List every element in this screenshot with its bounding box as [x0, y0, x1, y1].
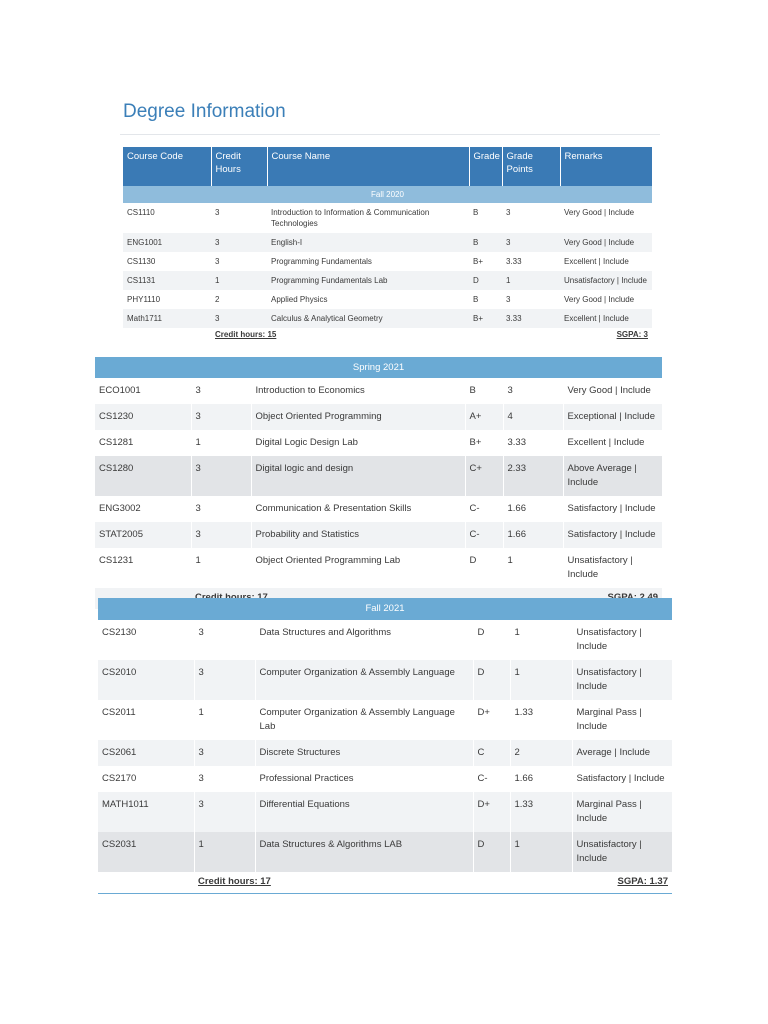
remarks-cell: Unsatisfactory | Include [560, 271, 652, 290]
table-header-row [123, 147, 652, 186]
course-code-cell: CS2031 [98, 832, 194, 872]
course-name-cell: Introduction to Information & Communication Technologies [271, 208, 430, 228]
course-code-cell: CS2010 [98, 660, 194, 700]
grade-cell: C- [473, 766, 510, 792]
course-code-cell: ENG3002 [95, 496, 191, 522]
remarks-cell: Marginal Pass | Include [572, 792, 672, 832]
course-name-cell: Introduction to Economics [251, 378, 465, 404]
grade-cell: B [469, 233, 502, 252]
remarks-cell: Unsatisfactory | Include [572, 832, 672, 872]
semester-table-spring-2021 [95, 357, 662, 609]
header-course-code: Course Code [123, 147, 211, 186]
credit-hours-cell: 3 [194, 620, 255, 660]
semester-heading-row [95, 357, 662, 378]
semester-heading: Spring 2021 [95, 357, 662, 378]
credit-hours-cell: 1 [191, 548, 251, 588]
course-code-cell: CS2170 [98, 766, 194, 792]
credit-hours-cell: 3 [194, 766, 255, 792]
remarks-cell: Excellent | Include [567, 437, 645, 448]
grade-cell: B [473, 208, 479, 217]
course-code-cell: STAT2005 [95, 522, 191, 548]
course-row [98, 792, 672, 832]
credit-hours-cell: 1 [194, 832, 255, 872]
sgpa-value: SGPA: 3 [616, 330, 648, 339]
course-code-cell: CS1130 [127, 257, 156, 266]
remarks-cell: Marginal Pass | Include [576, 707, 642, 732]
grade-cell: C- [465, 496, 503, 522]
course-code-cell: MATH1011 [98, 792, 194, 832]
course-row [98, 620, 672, 660]
course-name-cell: Professional Practices [255, 766, 473, 792]
course-row [95, 430, 662, 456]
grade-points-cell: 1.66 [503, 522, 563, 548]
remarks-cell: Exceptional | Include [563, 404, 662, 430]
credit-hours-cell: 3 [194, 740, 255, 766]
course-code-cell: CS1230 [95, 404, 191, 430]
semester-heading: Fall 2021 [98, 598, 672, 620]
grade-cell: A+ [465, 404, 503, 430]
grade-points-cell: 1.66 [503, 496, 563, 522]
course-code-cell: Math1711 [123, 309, 211, 328]
credit-hours-cell: 3 [191, 404, 251, 430]
grade-cell: B+ [469, 309, 502, 328]
course-name-cell: Digital Logic Design Lab [251, 430, 465, 456]
credit-hours-cell: 3 [211, 309, 267, 328]
credit-hours-cell: 3 [215, 208, 220, 217]
semester-summary-row [123, 328, 652, 341]
grade-points-cell: 1 [503, 548, 563, 588]
grade-points-cell: 1 [510, 660, 572, 700]
credit-hours-cell: 1 [191, 430, 251, 456]
course-name-cell: Communication & Presentation Skills [251, 496, 465, 522]
remarks-cell: Unsatisfactory | Include [576, 627, 642, 652]
course-code-cell: PHY1110 [127, 295, 161, 304]
grade-cell: B+ [465, 430, 503, 456]
course-code-cell: ENG1001 [123, 233, 211, 252]
course-row [123, 309, 652, 328]
remarks-cell: Excellent | Include [560, 309, 652, 328]
course-code-cell: CS1131 [123, 271, 211, 290]
credit-hours-total: Credit hours: 17 [194, 872, 473, 894]
semester-heading: Fall 2020 [123, 186, 652, 203]
grade-cell: C+ [465, 456, 503, 496]
semester-table-fall-2021 [98, 598, 672, 894]
course-row [95, 496, 662, 522]
course-row [123, 252, 652, 271]
grade-cell: D+ [473, 700, 510, 740]
course-code-cell: CS1110 [127, 208, 155, 217]
course-name-cell: Object Oriented Programming [251, 404, 465, 430]
course-name-cell: Calculus & Analytical Geometry [267, 309, 469, 328]
course-name-cell: Digital logic and design [251, 456, 465, 496]
grade-points-cell: 1 [510, 832, 572, 872]
course-name-cell: Programming Fundamentals [271, 257, 372, 266]
course-name-cell: Programming Fundamentals Lab [267, 271, 469, 290]
credit-hours-cell: 3 [191, 496, 251, 522]
page-title: Degree Information [123, 101, 286, 122]
grade-points-cell: 3.33 [506, 257, 522, 266]
grade-cell: B [473, 295, 479, 304]
grade-points-cell: 3.33 [503, 430, 563, 456]
credit-hours-total: Credit hours: 15 [215, 330, 277, 339]
grade-cell: C- [465, 522, 503, 548]
credit-hours-cell: 3 [215, 257, 220, 266]
course-row [98, 740, 672, 766]
course-row [95, 456, 662, 496]
course-name-cell: Computer Organization & Assembly Language Lab [255, 700, 473, 740]
grade-cell: D+ [473, 792, 510, 832]
course-row [98, 766, 672, 792]
remarks-cell: Unsatisfactory | Include [567, 555, 633, 580]
course-row [123, 290, 652, 309]
remarks-cell: Average | Include [572, 740, 672, 766]
grade-points-cell: 2.33 [503, 456, 563, 496]
course-row [123, 203, 652, 233]
semester-summary-row [98, 872, 672, 894]
remarks-cell: Unsatisfactory | Include [572, 660, 672, 700]
remarks-cell: Satisfactory | Include [576, 773, 665, 784]
remarks-cell: Very Good | Include [564, 295, 635, 304]
course-name-cell: Applied Physics [271, 295, 328, 304]
course-row [95, 404, 662, 430]
course-name-cell: Discrete Structures [255, 740, 473, 766]
course-code-cell: CS2130 [98, 620, 194, 660]
course-code-cell: ECO1001 [95, 378, 191, 404]
credit-hours-cell: 2 [215, 295, 220, 304]
grade-cell: D [473, 832, 510, 872]
course-row [95, 522, 662, 548]
credit-hours-cell: 3 [211, 233, 267, 252]
grade-points-cell: 1 [502, 271, 560, 290]
grade-cell: B+ [473, 257, 484, 266]
course-row [98, 660, 672, 700]
grade-points-cell: 3 [506, 208, 511, 217]
grade-points-cell: 1.33 [510, 700, 572, 740]
grade-points-cell: 3 [506, 295, 511, 304]
course-row [123, 271, 652, 290]
course-name-cell: Object Oriented Programming Lab [251, 548, 465, 588]
grade-points-cell: 3 [503, 378, 563, 404]
course-code-cell: CS1281 [95, 430, 191, 456]
remarks-cell: Very Good | Include [564, 208, 635, 217]
course-row [98, 700, 672, 740]
grade-points-cell: 4 [503, 404, 563, 430]
credit-hours-cell: 1 [194, 700, 255, 740]
semester-table-fall-2020 [123, 147, 652, 341]
grade-cell: D [473, 620, 510, 660]
remarks-cell: Very Good | Include [567, 385, 651, 396]
semester-heading-row [123, 186, 652, 203]
title-divider [120, 134, 660, 135]
grade-points-cell: 2 [510, 740, 572, 766]
credit-hours-cell: 3 [191, 456, 251, 496]
header-grade: Grade [469, 147, 502, 186]
course-row [123, 233, 652, 252]
semester-heading-row [98, 598, 672, 620]
grade-points-cell: 1.33 [510, 792, 572, 832]
grade-cell: C [473, 740, 510, 766]
grade-cell: D [469, 271, 502, 290]
remarks-cell: Satisfactory | Include [567, 503, 656, 514]
course-name-cell: Computer Organization & Assembly Language [255, 660, 473, 700]
grade-cell: B [465, 378, 503, 404]
remarks-cell: Very Good | Include [560, 233, 652, 252]
course-name-cell: English-I [267, 233, 469, 252]
header-course-name: Course Name [267, 147, 469, 186]
header-grade-points: Grade Points [502, 147, 560, 186]
remarks-cell: Satisfactory | Include [563, 522, 662, 548]
credit-hours-cell: 1 [211, 271, 267, 290]
grade-cell: D [465, 548, 503, 588]
header-credit-hours: Credit Hours [211, 147, 267, 186]
course-row [95, 548, 662, 588]
course-code-cell: CS1280 [95, 456, 191, 496]
course-row [98, 832, 672, 872]
credit-hours-cell: 3 [194, 660, 255, 700]
credit-hours-cell: 3 [191, 378, 251, 404]
course-name-cell: Data Structures and Algorithms [255, 620, 473, 660]
course-name-cell: Differential Equations [255, 792, 473, 832]
course-code-cell: CS1231 [95, 548, 191, 588]
course-name-cell: Probability and Statistics [251, 522, 465, 548]
course-code-cell: CS2061 [98, 740, 194, 766]
grade-points-cell: 3 [502, 233, 560, 252]
grade-points-cell: 1 [510, 620, 572, 660]
credit-hours-cell: 3 [191, 522, 251, 548]
header-remarks: Remarks [560, 147, 652, 186]
course-code-cell: CS2011 [98, 700, 194, 740]
grade-points-cell: 1.66 [510, 766, 572, 792]
remarks-cell: Above Average | Include [563, 456, 662, 496]
sgpa-value: SGPA: 1.37 [473, 872, 672, 894]
course-name-cell: Data Structures & Algorithms LAB [255, 832, 473, 872]
course-row [95, 378, 662, 404]
credit-hours-cell: 3 [194, 792, 255, 832]
remarks-cell: Excellent | Include [564, 257, 629, 266]
grade-cell: D [473, 660, 510, 700]
grade-points-cell: 3.33 [502, 309, 560, 328]
